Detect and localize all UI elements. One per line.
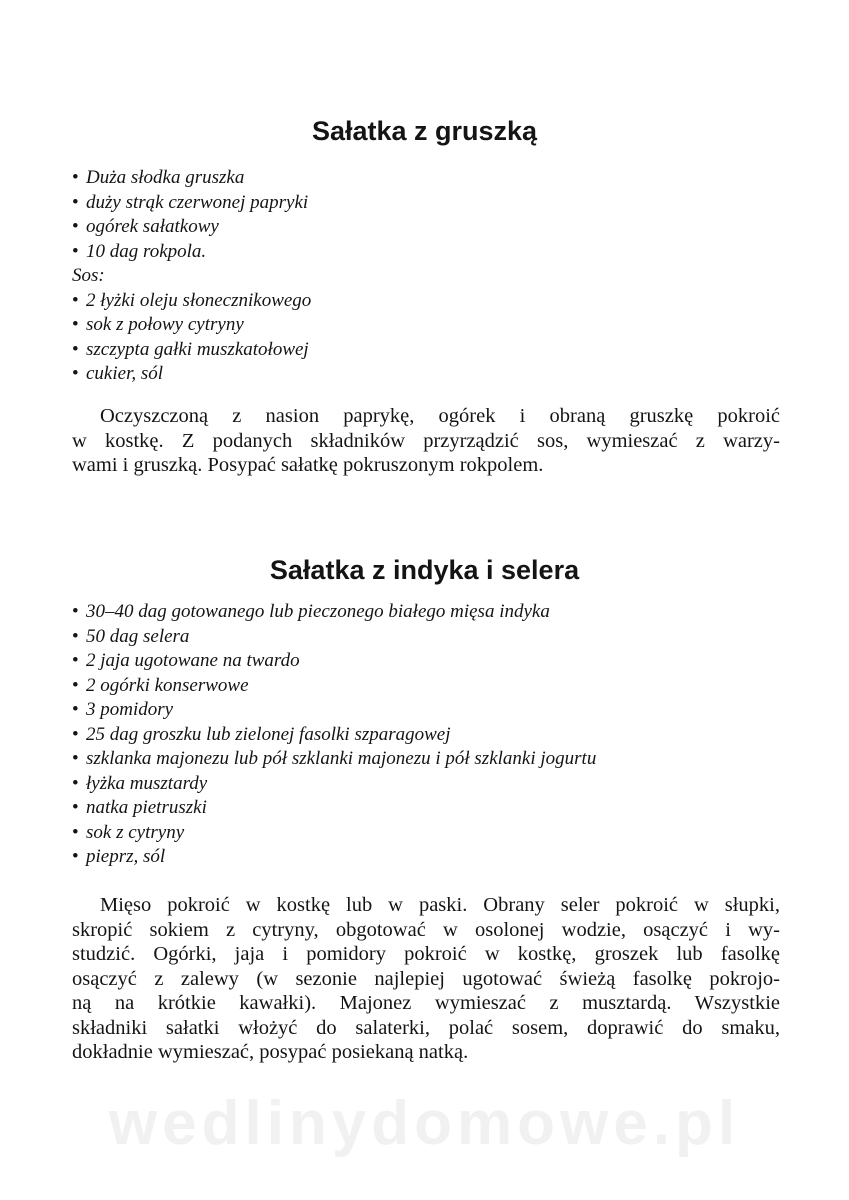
recipe2-title: Sałatka z indyka i selera bbox=[269, 555, 580, 585]
ingredient-item: • ogórek sałatkowy bbox=[72, 216, 219, 237]
recipe2-ingredient-list bbox=[72, 600, 596, 870]
recipe2-method: Mięso pokroić w kostkę lub w paski. Obrany seler pokroić w słupki, skropić sokiem z cytryny, obgotować w osolonej wodzie, osączyć i wy- studzić. Ogórki, jaja i pomidory pokroić w kostkę, groszek lub fasolkę osączyć z zalewy (w sezonie najlepiej ugotować świeżą fasolkę pokrojo- ną na krótkie kawałki). Majonez wymieszać z musztardą. Wszystkie składniki sałatki włożyć do salaterki, polać sosem, doprawić do smaku, dokładnie wymieszać, posypać posiekaną natką. bbox=[72, 894, 780, 1063]
ingredient-item: • 3 pomidory bbox=[72, 699, 174, 720]
watermark: wedlinydomowe.pl bbox=[108, 1089, 741, 1158]
recipe1-title: Sałatka z gruszką bbox=[311, 116, 538, 146]
ingredient-item: • 2 jaja ugotowane na twardo bbox=[72, 650, 300, 671]
ingredient-item: • 25 dag groszku lub zielonej fasolki szparagowej bbox=[72, 723, 451, 745]
ingredient-item: • 30–40 dag gotowanego lub pieczonego białego mięsa indyka bbox=[72, 601, 550, 622]
recipe1-ingredient-list bbox=[72, 166, 311, 387]
ingredient-item: • szklanka majonezu lub pół szklanki majonezu i pół szklanki jogurtu bbox=[72, 748, 597, 769]
ingredient-item: • 2 ogórki konserwowe bbox=[72, 674, 249, 696]
sauce-item: • cukier, sól bbox=[72, 363, 164, 384]
sauce-label: Sos: bbox=[72, 265, 105, 286]
ingredient-item: • 10 dag rokpola. bbox=[72, 240, 207, 262]
recipe1-method: Oczyszczoną z nasion paprykę, ogórek i obraną gruszkę pokroić w kostkę. Z podanych składników przyrządzić sos, wymieszać z warzy- wami i gruszką. Posypać sałatkę pokruszonym rokpolem. bbox=[72, 405, 780, 476]
sauce-item: • szczypta gałki muszkatołowej bbox=[72, 338, 309, 360]
ingredient-item: • sok z cytryny bbox=[72, 821, 185, 843]
ingredient-item: • Duża słodka gruszka bbox=[72, 167, 245, 188]
sauce-item: • sok z połowy cytryny bbox=[72, 314, 244, 335]
ingredient-item: • natka pietruszki bbox=[72, 797, 207, 818]
ingredient-item: • łyżka musztardy bbox=[72, 772, 208, 794]
ingredient-item: • pieprz, sól bbox=[72, 846, 166, 867]
ingredient-item: • 50 dag selera bbox=[72, 625, 190, 647]
sauce-item: • 2 łyżki oleju słonecznikowego bbox=[72, 289, 312, 311]
ingredient-item: • duży strąk czerwonej papryki bbox=[72, 191, 309, 213]
